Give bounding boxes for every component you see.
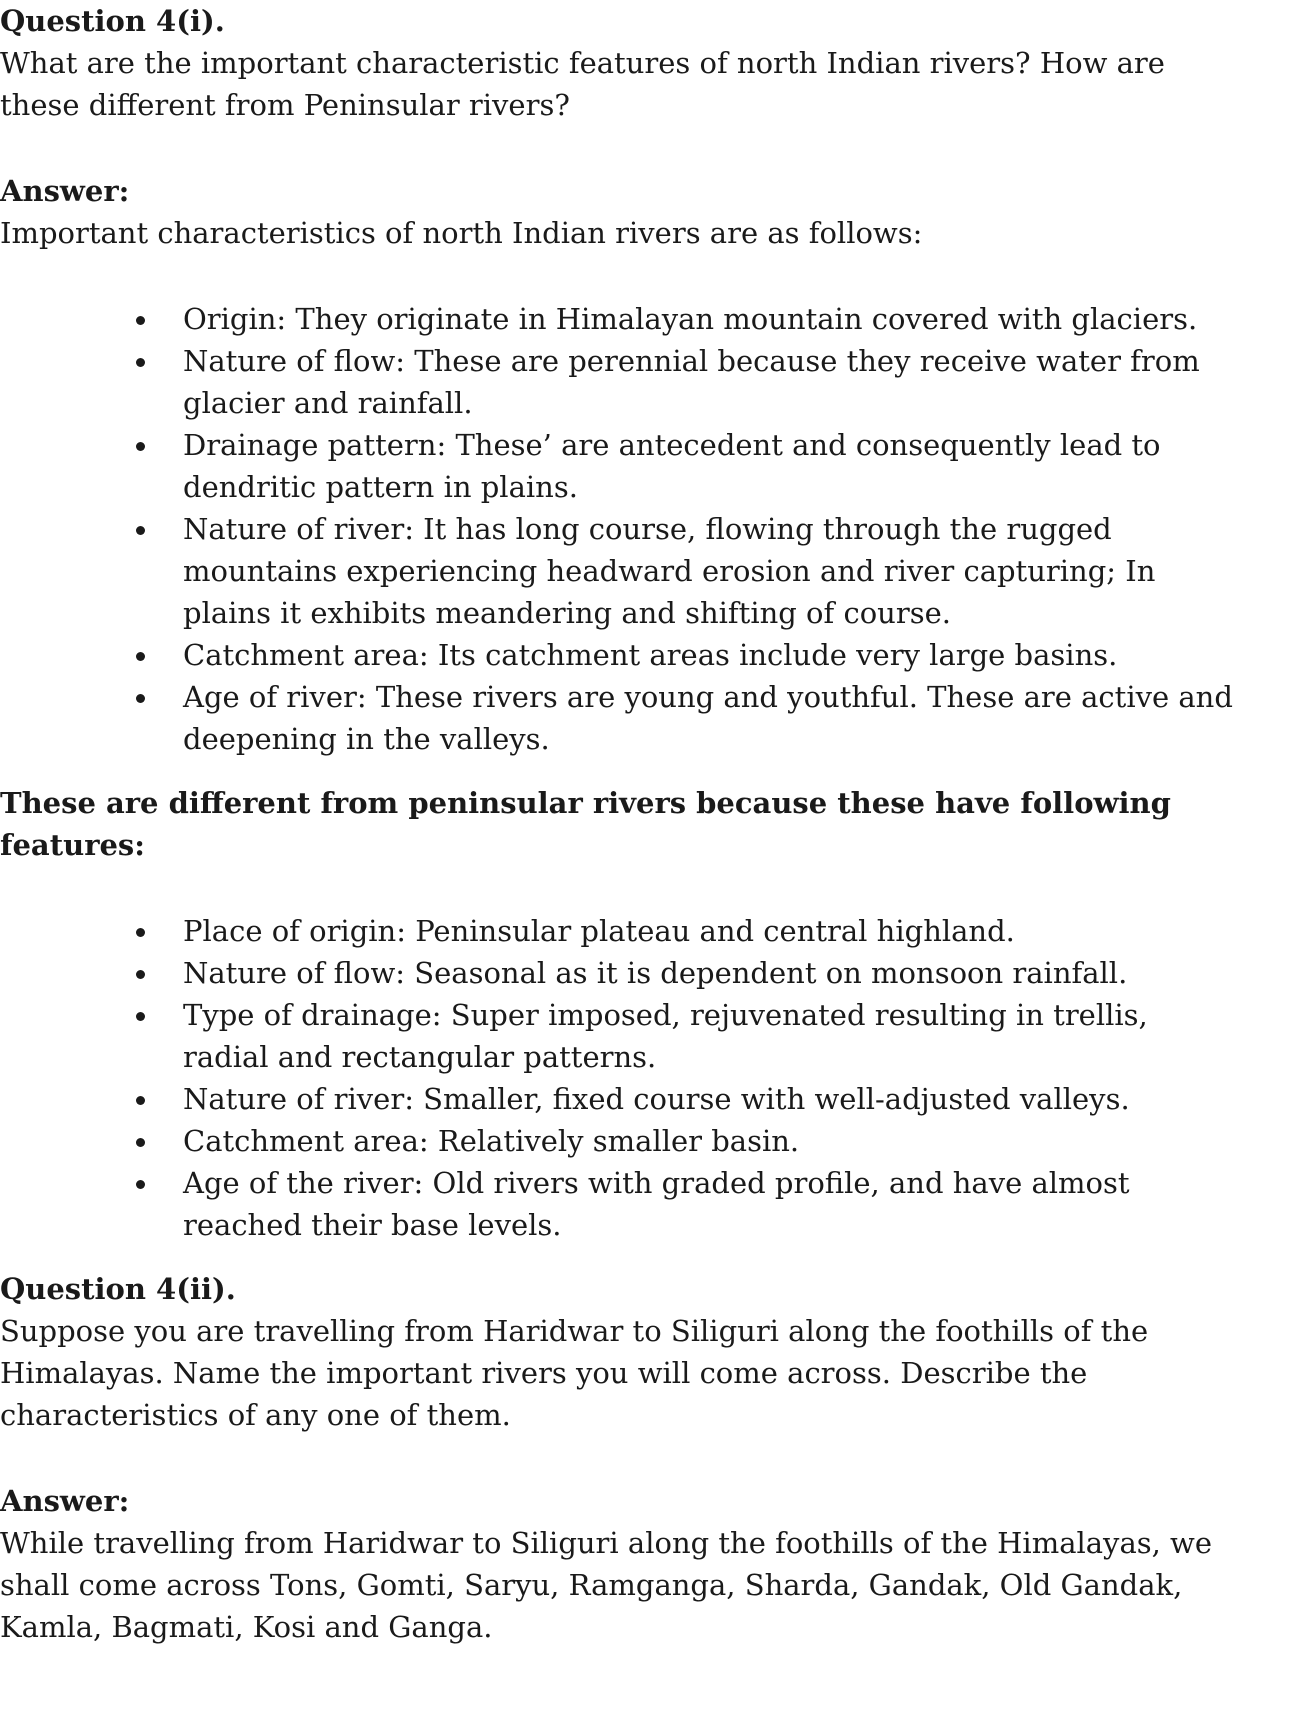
answer-4ii-text: While travelling from Haridwar to Siliguri along the foothills of the Himalayas, we shall come across Tons, Gomti, Saryu, Ramganga, Sharda, Gandak, Old Gandak, Kamla, Bagmati, Kosi and Ganga. bbox=[0, 1526, 1213, 1644]
list-item-text: Origin: They originate in Himalayan mountain covered with glaciers. bbox=[183, 302, 1198, 336]
bullet-icon bbox=[136, 1012, 145, 1021]
list-item bbox=[0, 424, 1257, 508]
list-item-text: Drainage pattern: These’ are antecedent and consequently lead to dendritic pattern in plains. bbox=[183, 428, 1161, 504]
difference-heading: These are different from peninsular rivers because these have following features: bbox=[0, 786, 1171, 862]
bullet-icon bbox=[136, 970, 145, 979]
answer-4i-intro: Important characteristics of north Indian rivers are as follows: bbox=[0, 216, 923, 250]
list-item-text: Nature of flow: These are perennial because they receive water from glacier and rainfall. bbox=[183, 344, 1200, 420]
list-item bbox=[0, 1120, 1257, 1162]
list-item-text: Place of origin: Peninsular plateau and central highland. bbox=[183, 914, 1015, 948]
list-item-text: Catchment area: Relatively smaller basin. bbox=[183, 1124, 800, 1158]
bullet-icon bbox=[136, 652, 145, 661]
answer-4i-label: Answer: bbox=[0, 174, 130, 208]
list-item-text: Type of drainage: Super imposed, rejuvenated resulting in trellis, radial and rectangular patterns. bbox=[183, 998, 1148, 1074]
list-item bbox=[0, 1078, 1257, 1120]
question-4i-heading: Question 4(i). bbox=[0, 4, 225, 38]
spacer bbox=[0, 1436, 1257, 1480]
answer-4ii-label: Answer: bbox=[0, 1484, 130, 1518]
list-item bbox=[0, 508, 1257, 634]
list-item-text: Nature of river: It has long course, flowing through the rugged mountains experiencing headward erosion and river capturing; In plains it exhibits meandering and shifting of course. bbox=[183, 512, 1156, 630]
question-4ii-heading: Question 4(ii). bbox=[0, 1272, 236, 1306]
list-item-text: Nature of flow: Seasonal as it is dependent on monsoon rainfall. bbox=[183, 956, 1128, 990]
question-4ii-text: Suppose you are travelling from Haridwar to Siliguri along the foothills of the Himalayas. Name the important rivers you will come across. Describe the characteristics of any one of them. bbox=[0, 1314, 1149, 1432]
spacer bbox=[0, 126, 1257, 170]
list-item-text: Age of river: These rivers are young and youthful. These are active and deepening in the valleys. bbox=[183, 680, 1233, 756]
spacer bbox=[0, 254, 1257, 298]
bullet-icon bbox=[136, 442, 145, 451]
list-item-text: Catchment area: Its catchment areas include very large basins. bbox=[183, 638, 1118, 672]
bullet-icon bbox=[136, 1096, 145, 1105]
list-item-text: Nature of river: Smaller, fixed course with well-adjusted valleys. bbox=[183, 1082, 1130, 1116]
list-item-text: Age of the river: Old rivers with graded profile, and have almost reached their base levels. bbox=[183, 1166, 1130, 1242]
spacer bbox=[0, 866, 1257, 910]
list-item bbox=[0, 910, 1257, 952]
list-item bbox=[0, 952, 1257, 994]
list-item bbox=[0, 298, 1257, 340]
bullet-icon bbox=[136, 526, 145, 535]
bullet-icon bbox=[136, 928, 145, 937]
bullet-icon bbox=[136, 358, 145, 367]
list-item bbox=[0, 994, 1257, 1078]
list-item bbox=[0, 634, 1257, 676]
spacer bbox=[0, 760, 1257, 782]
bullet-icon bbox=[136, 694, 145, 703]
bullet-icon bbox=[136, 316, 145, 325]
spacer bbox=[0, 1246, 1257, 1268]
north-rivers-list bbox=[0, 298, 1257, 760]
bullet-icon bbox=[136, 1138, 145, 1147]
peninsular-rivers-list bbox=[0, 910, 1257, 1246]
list-item bbox=[0, 1162, 1257, 1246]
list-item bbox=[0, 340, 1257, 424]
list-item bbox=[0, 676, 1257, 760]
bullet-icon bbox=[136, 1180, 145, 1189]
question-4i-text: What are the important characteristic features of north Indian rivers? How are these different from Peninsular rivers? bbox=[0, 46, 1165, 122]
